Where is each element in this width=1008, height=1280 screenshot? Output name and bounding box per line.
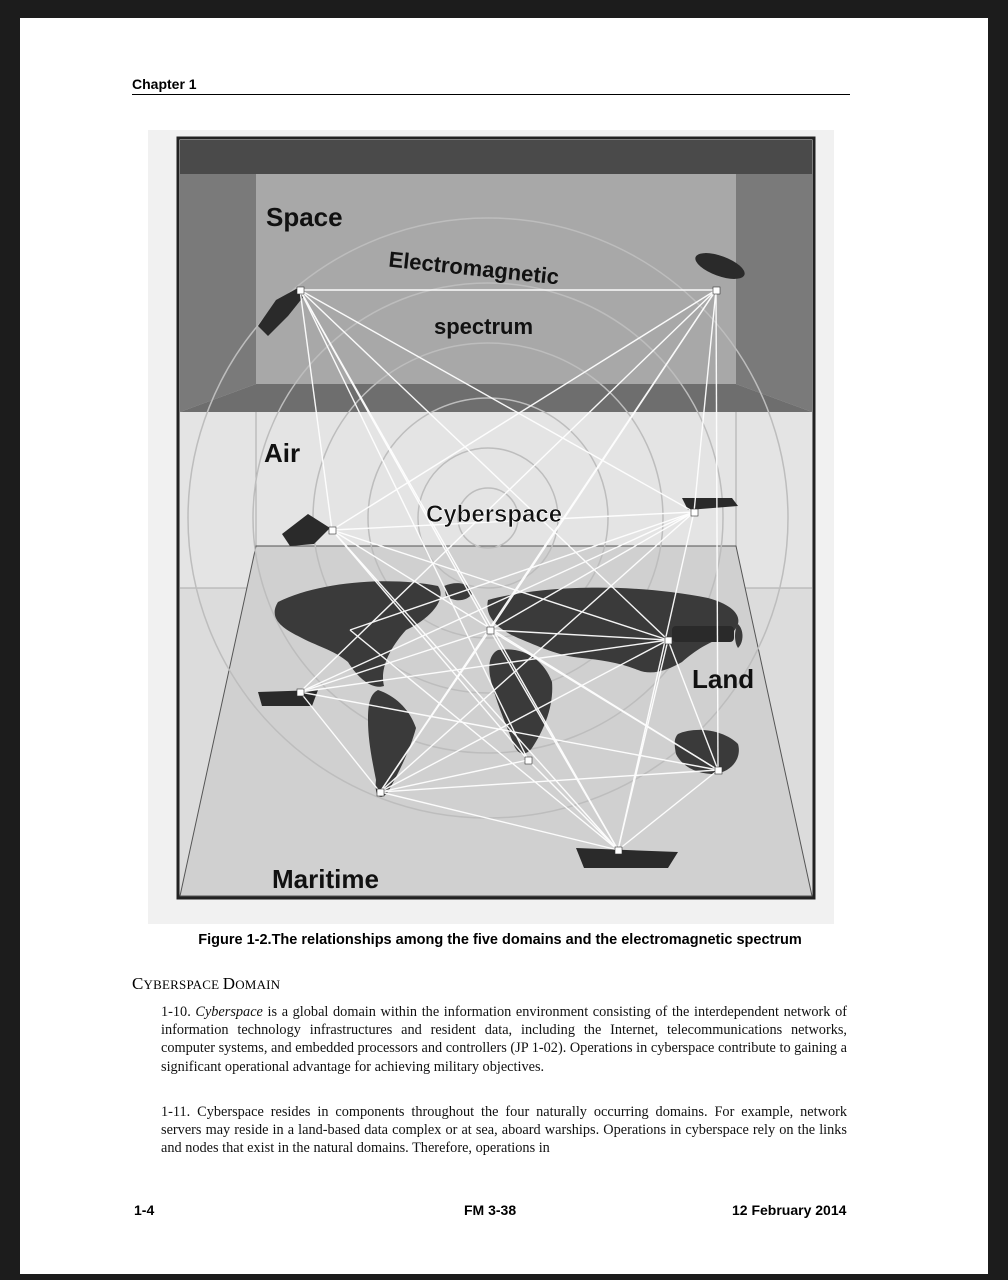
heading-rest-2: OMAIN xyxy=(235,977,281,992)
heading-initial-2: D xyxy=(222,974,236,993)
doc-date: 12 February 2014 xyxy=(732,1202,847,1218)
document-page xyxy=(20,18,988,1274)
domains-figure xyxy=(148,130,834,924)
space-ceiling xyxy=(180,140,812,174)
em-spectrum-label-line1: Electromagnetic xyxy=(387,246,561,290)
chapter-header: Chapter 1 xyxy=(132,76,850,95)
space-label: Space xyxy=(266,202,343,232)
paragraph-1-10 xyxy=(161,1003,847,1076)
heading-initial-1: C xyxy=(132,974,144,993)
air-label: Air xyxy=(264,438,301,468)
tank-icon xyxy=(672,626,734,642)
figure-caption: Figure 1-2.The relationships among the five domains and the electromagnetic spectrum xyxy=(198,932,802,948)
land-label: Land xyxy=(692,664,755,694)
paragraph-text: is a global domain within the information environment consisting of the interdependent network of information technology infrastructures and resident data, including the Internet, telecommunications networks, computer systems, and embedded processors and controllers (JP 1-02). Operations in cyberspace contribute to gaining a significant operational advantage for achieving military objectives. xyxy=(161,1004,847,1075)
paragraph-1-11: 1-11. Cyberspace resides in components throughout the four naturally occurring domains. For example, network servers may reside in a land-based data complex or at sea, aboard warships. Operations in cyberspace rely on the links and nodes that exist in the natural domains. Therefore, operations in xyxy=(161,1104,847,1157)
space-left-wall xyxy=(180,174,256,412)
space-right-wall xyxy=(736,174,812,412)
defined-term: Cyberspace xyxy=(195,1004,263,1020)
domains-diagram xyxy=(148,130,834,924)
paragraph-number: 1-10. xyxy=(161,1004,196,1020)
em-spectrum-label-line2: spectrum xyxy=(434,314,534,339)
heading-rest-1: YBERSPACE xyxy=(143,977,223,992)
doc-id: FM 3-38 xyxy=(464,1202,517,1218)
page-number: 1-4 xyxy=(134,1202,155,1218)
cyberspace-label: Cyberspace xyxy=(426,501,563,528)
maritime-label: Maritime xyxy=(272,864,379,894)
section-heading xyxy=(132,974,280,994)
